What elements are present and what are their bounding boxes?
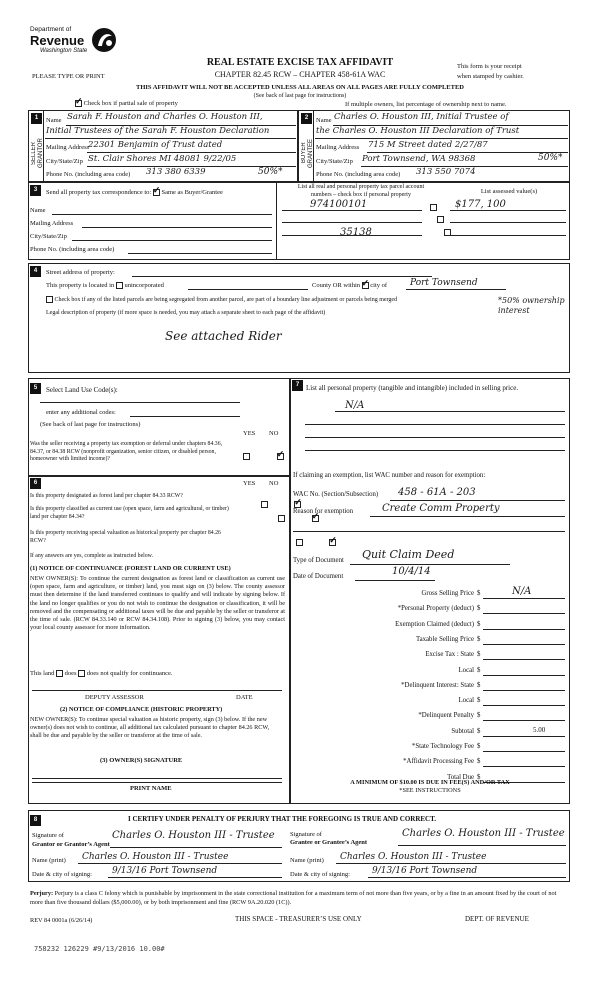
buyer-mailing[interactable]: 715 M Street dated 2/27/87: [368, 140, 488, 150]
s6-no: NO: [269, 480, 279, 487]
print-note: PLEASE TYPE OR PRINT: [32, 73, 105, 80]
section-4-marker: 4: [30, 266, 41, 277]
reason-value[interactable]: Create Comm Property: [382, 503, 500, 514]
total-due-currency: $: [477, 774, 481, 781]
affidavit-processing-fee-currency: $: [477, 758, 481, 765]
section-6-box: [28, 476, 290, 804]
forest-question: Is this property designated as forest land per chapter 84.33 RCW?: [30, 493, 183, 499]
does-not-label: does not qualify for continuance.: [86, 670, 173, 677]
treasurer-label: THIS SPACE - TREASURER’S USE ONLY: [235, 915, 362, 923]
dept-state: Washington State: [40, 48, 88, 54]
rev-number: REV 84 0001a (6/26/14): [30, 917, 93, 924]
s5-no: NO: [269, 430, 279, 437]
notice2-title: (2) NOTICE OF COMPLIANCE (HISTORIC PROPERTY): [60, 706, 223, 713]
buyer-name-1[interactable]: Charles O. Houston III, Initial Trustee of: [334, 112, 509, 122]
delinquent-penalty-field[interactable]: [483, 720, 565, 721]
ownership-note[interactable]: *50% ownership interest: [498, 296, 565, 316]
segregated-label: Check box if any of the listed parcels are being segregated from another parcel, are part of a boundary line adjustment or parcels being merged: [54, 296, 398, 303]
receipt-note-2: when stamped by cashier.: [457, 73, 524, 80]
excise-tax-state-currency: $: [477, 651, 481, 658]
section-5-marker: 5: [30, 383, 41, 394]
located-label: This property is located in: [46, 282, 115, 289]
personal-property-value[interactable]: N/A: [345, 400, 365, 411]
grantor-sig-label-1: Signature of: [32, 832, 64, 839]
personal-property-deduct-label: *Personal Property (deduct): [397, 605, 474, 612]
personal-property-label: List all personal property (tangible and intangible) included in selling price.: [306, 384, 519, 392]
section-4-box: [28, 263, 570, 373]
parcel-header-2: numbers – check box if personal property: [311, 192, 411, 198]
exemption-label: If claiming an exemption, list WAC number and reason for exemption:: [293, 472, 486, 479]
parcel-line: [282, 210, 422, 211]
delinquent-penalty-currency: $: [477, 712, 481, 719]
does-label: does: [64, 670, 77, 677]
assessed-line: [450, 235, 566, 236]
partial-sale-row: [75, 100, 178, 107]
s3-name-label: Name: [30, 207, 46, 214]
seller-mailing[interactable]: 22301 Benjamin of Trust dated: [88, 140, 223, 150]
reason-label: Reason for exemption: [293, 508, 354, 515]
buyer-phone[interactable]: 313 550 7074: [416, 167, 476, 177]
grantee-date-city-label: Date & city of signing:: [290, 871, 350, 878]
assessed-1[interactable]: $177, 100: [455, 199, 506, 210]
land-use-label: Select Land Use Code(s):: [46, 386, 118, 394]
doc-date-value[interactable]: 10/4/14: [392, 566, 431, 577]
parcel-2[interactable]: 35138: [340, 227, 372, 238]
dept-label: Department of: [30, 26, 72, 33]
section-8-marker: 8: [30, 815, 41, 826]
parcel-header-1: List all real and personal property tax parcel account: [297, 184, 425, 190]
seller-name-2[interactable]: Initial Trustees of the Sarah F. Houston Declaration: [46, 126, 270, 136]
seller-name-1[interactable]: Sarah F. Houston and Charles O. Houston III,: [67, 112, 263, 122]
excise-tax-local-field[interactable]: [483, 675, 565, 676]
city-of-label: city of: [370, 282, 388, 289]
section-1-marker: 1: [31, 113, 42, 124]
tech-fee-value[interactable]: 5.00: [533, 726, 546, 734]
subtotal-field[interactable]: [483, 736, 565, 737]
assessed-line: [450, 210, 566, 211]
city-checkbox[interactable]: [362, 282, 369, 289]
wac-number[interactable]: 458 - 61A - 203: [398, 487, 476, 498]
exemption-claimed-field[interactable]: [483, 629, 565, 630]
excise-tax-local-label: Local: [458, 667, 474, 674]
state-technology-fee-field[interactable]: [483, 751, 565, 752]
minimum-note-1: A MINIMUM OF $10.00 IS DUE IN FEE(S) AND/OR TAX: [350, 779, 510, 786]
gross-selling-price-currency: $: [477, 590, 481, 597]
buyer-percent[interactable]: 50%*: [538, 153, 563, 163]
same-as-buyer-checkbox[interactable]: [153, 189, 160, 196]
deputy-assessor-label: DEPUTY ASSESSOR: [85, 694, 144, 701]
notice1-title: (1) NOTICE OF CONTINUANCE (FOREST LAND OR CURRENT USE): [30, 565, 231, 572]
exemption-claimed-currency: $: [477, 621, 481, 628]
same-as-buyer-label: Same as Buyer/Grantee: [161, 189, 223, 196]
s6-yes: YES: [243, 480, 256, 487]
buyer-city[interactable]: Port Townsend, WA 98368: [362, 154, 476, 164]
s3-phone-label: Phone No. (including area code): [30, 246, 115, 253]
taxable-selling-price-currency: $: [477, 636, 481, 643]
excise-tax-local-currency: $: [477, 667, 481, 674]
grantee-sig-label-2: Grantee or Grantee’s Agent: [290, 839, 368, 846]
gross-selling-price-field[interactable]: [483, 598, 565, 599]
send-correspondence-label: Send all property tax correspondence to:: [46, 189, 152, 196]
subtotal-currency: $: [477, 728, 481, 735]
assessed-line: [450, 222, 566, 223]
delinquent-interest-state-currency: $: [477, 682, 481, 689]
this-land-label: This land: [30, 670, 55, 677]
personal-property-deduct-field[interactable]: [483, 613, 565, 614]
grantor-name-label: Name (print): [32, 857, 66, 864]
forest-yes-checkbox[interactable]: [261, 501, 268, 508]
dept-name: Revenue: [30, 33, 85, 48]
grantee-signature[interactable]: Charles O. Houston III - Trustee: [402, 828, 565, 839]
minimum-note-2: *SEE INSTRUCTIONS: [399, 787, 461, 794]
seller-phone[interactable]: 313 380 6339: [146, 167, 206, 177]
excise-tax-state-field[interactable]: [483, 659, 565, 660]
delinquent-penalty-label: *Delinquent Penalty: [418, 712, 474, 719]
multiple-owners-note: If multiple owners, list percentage of ownership next to name.: [345, 101, 507, 108]
grantor-date-city-label: Date & city of signing:: [32, 871, 92, 878]
send-correspondence: [46, 189, 223, 196]
section-2-marker: 2: [301, 113, 312, 124]
additional-codes-label: enter any additional codes:: [46, 409, 116, 416]
historic-question: Is this property receiving special valuation as historical property per chapter 84.26 RCW?: [30, 530, 221, 544]
dept-logo-icon: [90, 26, 118, 54]
seller-phone-label: Phone No. (including area code): [46, 171, 131, 178]
exemption-claimed-label: Exemption Claimed (deduct): [395, 621, 474, 628]
buyer-label: BUYER GRANTEE: [301, 138, 314, 168]
seller-mailing-label: Mailing Address: [46, 144, 90, 151]
wac-label: WAC No. (Section/Subsection): [293, 491, 379, 498]
personal-property-checkbox[interactable]: [430, 204, 437, 211]
affidavit-processing-fee-field[interactable]: [483, 766, 565, 767]
deputy-date-label: DATE: [236, 694, 253, 701]
delinquent-interest-state-label: *Delinquent Interest: State: [401, 682, 474, 689]
buyer-phone-label: Phone No. (including area code): [316, 171, 401, 178]
delinquent-interest-state-field[interactable]: [483, 690, 565, 691]
grantor-name[interactable]: Charles O. Houston III - Trustee: [82, 852, 229, 862]
gross-value[interactable]: N/A: [512, 586, 532, 597]
doc-type-label: Type of Document: [293, 557, 344, 564]
grantee-name[interactable]: Charles O. Houston III - Trustee: [340, 852, 487, 862]
exempt-yes-checkbox[interactable]: [243, 453, 250, 460]
state-technology-fee-currency: $: [477, 743, 481, 750]
if-yes-note: If any answers are yes, complete as instructed below.: [30, 553, 153, 559]
cashier-stamp: 758232 126229 #9/13/2016 10.00#: [34, 945, 165, 953]
unincorporated-checkbox[interactable]: [116, 282, 123, 289]
grantee-sig-label-1: Signature of: [290, 831, 322, 838]
personal-property-checkbox[interactable]: [437, 216, 444, 223]
section-7-marker: 7: [292, 380, 303, 391]
does-not-checkbox[interactable]: [78, 670, 85, 677]
form-chapter: CHAPTER 82.45 RCW – CHAPTER 458-61A WAC: [214, 70, 386, 79]
unincorporated-label: unincorporated: [124, 282, 164, 289]
buyer-city-label: City/State/Zip: [316, 158, 353, 165]
exempt-question: Was the seller receiving a property tax exemption or deferral under chapters 84.36, 84.37, or 84.38 RCW (nonprofit organization, senior citizen, or disabled person, homeowner with limited income)?: [30, 441, 223, 463]
affidavit-processing-fee-label: *Affidavit Processing Fee: [403, 758, 474, 765]
property-city[interactable]: Port Townsend: [410, 278, 478, 288]
notice2-body: NEW OWNER(S): To continue special valuation as historic property, sign (3) below. If the new owner(s) does not wish to continue, all additional tax calculated pursuant to chapter 84.26 RCW, shall be due and payable by the seller or transferor at the time of sale.: [30, 716, 270, 740]
partial-sale-checkbox[interactable]: [75, 100, 82, 107]
located-row: [46, 282, 164, 289]
seller-percent[interactable]: 50%*: [258, 167, 283, 177]
grantee-name-label: Name (print): [290, 857, 324, 864]
subtotal-label: Subtotal: [451, 728, 474, 735]
parcel-line: [282, 235, 422, 236]
assessed-header: List assessed value(s): [480, 188, 538, 195]
seller-city-label: City/State/Zip: [46, 158, 83, 165]
grantor-signature[interactable]: Charles O. Houston III - Trustee: [112, 830, 275, 841]
delinquent-interest-local-currency: $: [477, 697, 481, 704]
excise-tax-state-label: Excise Tax : State: [425, 651, 474, 658]
current-use-yes-checkbox[interactable]: [278, 515, 285, 522]
taxable-selling-price-field[interactable]: [483, 644, 565, 645]
owner-signature-label: (3) OWNER(S) SIGNATURE: [100, 757, 183, 764]
doc-date-label: Date of Document: [293, 573, 344, 580]
grantor-sig-label-2: Grantor or Grantor’s Agent: [32, 841, 110, 848]
current-use-question: Is this property classified as current use (open space, farm and agricultural, or timber) land per chapter 84.34?: [30, 506, 229, 520]
parcel-line: [282, 222, 422, 223]
print-name-label: PRINT NAME: [130, 785, 172, 792]
exempt-no-checkbox[interactable]: [277, 453, 284, 460]
county-row: [312, 282, 387, 289]
s5-yes: YES: [243, 430, 256, 437]
dept-label-footer: DEPT. OF REVENUE: [465, 915, 529, 923]
taxable-selling-price-label: Taxable Selling Price: [415, 636, 474, 643]
perjury-text: Perjury is a class C felony which is punishable by imprisonment in the state correctional institution for a maximum term of not more than five years, or by a fine in an amount fixed by the court of not more than five thousand dollars ($5,000.00), or by both imprisonment and fine (RCW 9A.20.020 (1C)).: [30, 890, 557, 906]
seller-name-label: Name: [46, 117, 62, 124]
county-label: County OR within: [312, 282, 361, 289]
parcel-1[interactable]: 974100101: [310, 199, 368, 210]
buyer-name-label: Name: [316, 117, 332, 124]
buyer-mailing-label: Mailing Address: [316, 144, 360, 151]
see-back: (See back of last page for instructions): [253, 93, 347, 99]
delinquent-interest-local-label: Local: [458, 697, 474, 704]
street-label: Street address of property:: [46, 269, 115, 276]
delinquent-interest-local-field[interactable]: [483, 705, 565, 706]
grantor-date-city[interactable]: 9/13/16 Port Townsend: [112, 866, 218, 876]
notice1-body: NEW OWNER(S): To continue the current designation as forest land or classification as current use (open space, farm and agriculture, or timber) land, you must sign on (3) below. The county assessor must then determine if the land transferred continues to qualify and will indicate by signing below. If the land no longer qualifies or you do not wish to continue the designation or classification, it will be removed and the compensating or additional taxes will be due and payable by the seller or transferor at the time of sale. (RCW 84.33.140 or RCW 84.34.108). Prior to signing (3) below, you may contact your local county assessor for more information.: [30, 575, 285, 632]
state-technology-fee-label: *State Technology Fee: [411, 743, 474, 750]
s3-city-label: City/State/Zip: [30, 233, 67, 240]
perjury-title: Perjury:: [30, 890, 54, 897]
segregated-row: [46, 296, 397, 304]
section-6-marker: 6: [30, 478, 41, 489]
legal-label: Legal description of property (if more space is needed, you may attach a separate sheet to each page of the affidavit): [46, 310, 326, 316]
legal-rider[interactable]: See attached Rider: [165, 329, 282, 343]
partial-sale-label: Check box if partial sale of property: [83, 100, 178, 107]
grantee-date-city[interactable]: 9/13/16 Port Townsend: [372, 866, 478, 876]
section-3-marker: 3: [30, 185, 41, 196]
form-title: REAL ESTATE EXCISE TAX AFFIDAVIT: [206, 57, 394, 68]
warning-text: THIS AFFIDAVIT WILL NOT BE ACCEPTED UNLESS ALL AREAS ON ALL PAGES ARE FULLY COMPLETED: [136, 84, 464, 91]
certify-text: I CERTIFY UNDER PENALTY OF PERJURY THAT THE FOREGOING IS TRUE AND CORRECT.: [128, 815, 437, 823]
seller-label: SELLER GRANTOR: [31, 138, 44, 168]
total-due-label: Total Due: [447, 774, 474, 781]
receipt-note-1: This form is your receipt: [457, 63, 522, 70]
dept-logo: [30, 26, 120, 66]
perjury-block: [30, 890, 570, 907]
s3-mailing-label: Mailing Address: [30, 220, 74, 227]
personal-property-deduct-currency: $: [477, 605, 481, 612]
gross-selling-price-label: Gross Selling Price: [421, 590, 474, 597]
segregated-checkbox[interactable]: [46, 296, 53, 303]
s5-see-back: (See back of last page for instructions): [40, 421, 141, 428]
seller-city[interactable]: St. Clair Shores MI 48081 9/22/05: [88, 154, 237, 164]
doc-type-value[interactable]: Quit Claim Deed: [362, 548, 455, 561]
continuance-row: [30, 670, 173, 677]
does-checkbox[interactable]: [56, 670, 63, 677]
buyer-name-2[interactable]: the Charles O. Houston III Declaration of Trust: [316, 126, 520, 136]
